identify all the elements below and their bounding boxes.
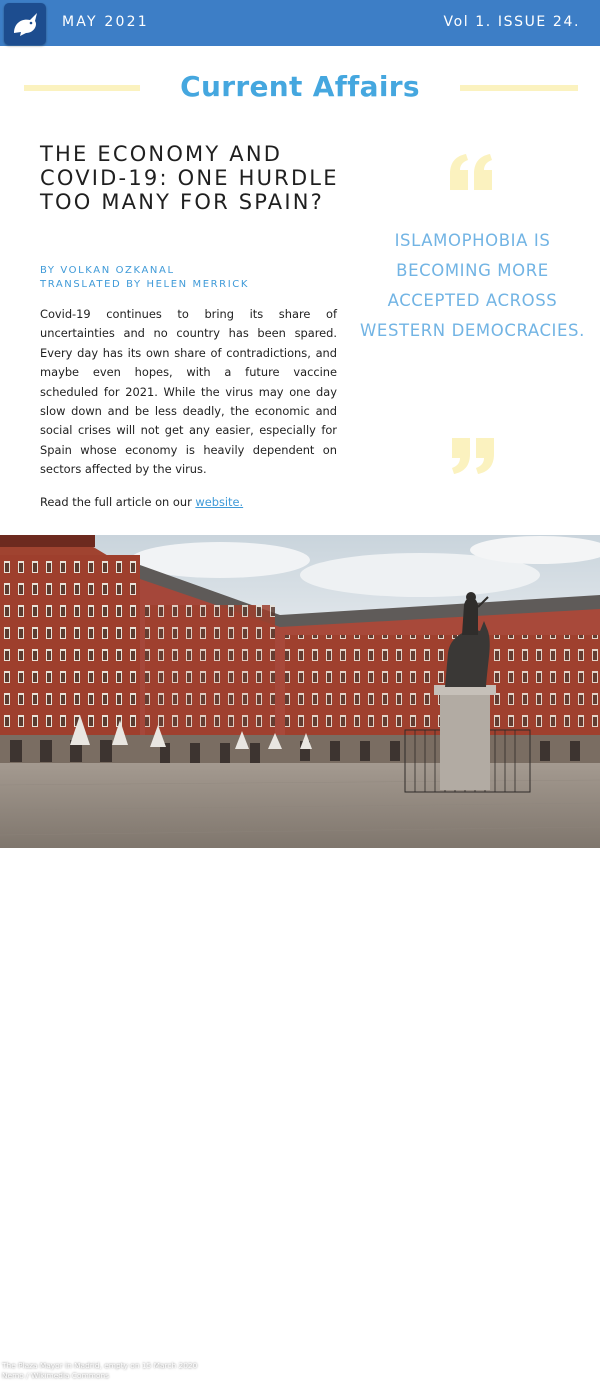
masthead-bar bbox=[0, 0, 600, 46]
issue-date: MAY 2021 bbox=[62, 14, 149, 30]
article-byline bbox=[40, 264, 340, 292]
plaza-mayor-photo bbox=[0, 535, 600, 1380]
section-title: Current Affairs bbox=[180, 70, 420, 103]
translator-line: TRANSLATED BY HELEN MERRICK bbox=[40, 279, 250, 290]
title-rule-left bbox=[24, 85, 140, 91]
close-quote-icon bbox=[448, 436, 496, 476]
read-more-line bbox=[40, 495, 340, 509]
photo-caption bbox=[2, 1361, 262, 1381]
bird-logo-icon[interactable] bbox=[4, 3, 46, 45]
caption-description: The Plaza Mayor in Madrid, empty on 15 March 2020 bbox=[2, 1361, 198, 1370]
article-headline: THE ECONOMY AND COVID-19: ONE HURDLE TOO MANY FOR SPAIN? bbox=[40, 142, 339, 214]
article-body: Covid-19 continues to bring its share of uncertainties and no country has been spared. Every day has its own share of contradictions, and maybe even hopes, with a future vaccine scheduled for 2021. While the virus may one day slow down and be less deadly, the economic and social crises will not get any easier, especially for Spain whose economy is heavily dependent on sectors affected by the virus. bbox=[40, 307, 337, 477]
website-link[interactable]: website. bbox=[195, 495, 244, 509]
read-more-text: Read the full article on our bbox=[40, 495, 196, 509]
open-quote-icon bbox=[448, 152, 496, 192]
author-line: BY VOLKAN OZKANAL bbox=[40, 265, 175, 276]
caption-credit: Nemo / Wikimedia Commons bbox=[2, 1371, 110, 1380]
pull-quote: ISLAMOPHOBIA IS BECOMING MORE ACCEPTED ACROSS WESTERN DEMOCRACIES. bbox=[360, 231, 585, 340]
title-rule-right bbox=[460, 85, 578, 91]
issue-number: Vol 1. ISSUE 24. bbox=[443, 14, 580, 30]
